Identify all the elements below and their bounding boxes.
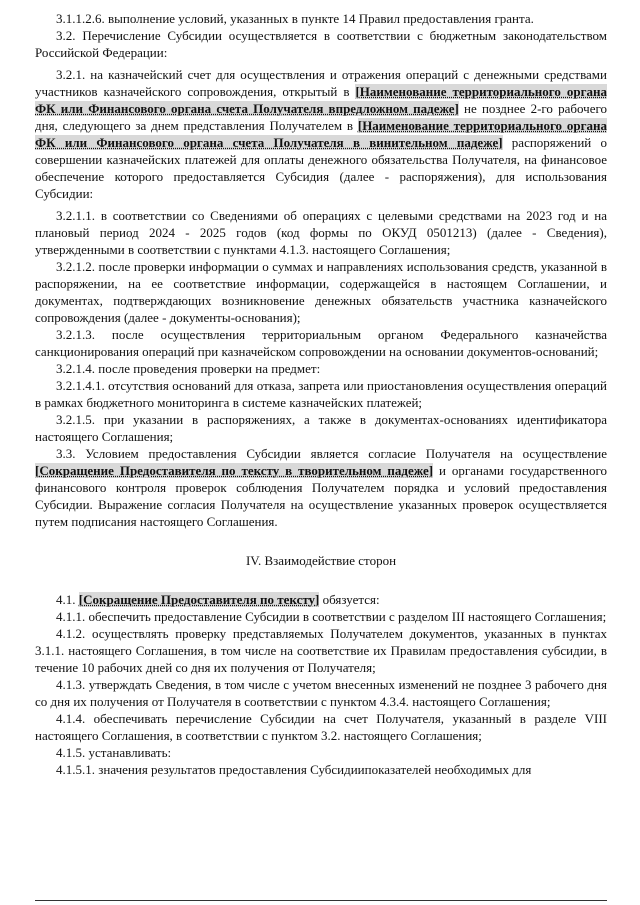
clause-text: 3.3. Условием предоставления Субсидии является согласие Получателя на осуществление: [56, 446, 607, 461]
clause-3-2-1-2: 3.2.1.2. после проверки информации о суммах и направлениях использования средств, указанной в распоряжении, на ее соответствие информации, содержащейся в настоящем Соглашении, и документах, подтверждающих возникновение денежных обязательств участника казначейского сопровождения (далее - документы-основания);: [35, 259, 607, 325]
clause-3-2-1-4-1: 3.2.1.4.1. отсутствия оснований для отказа, запрета или приостановления осуществления операций в рамках бюджетного мониторинга в системе казначейских платежей;: [35, 378, 607, 410]
template-field-provider: [Сокращение Предоставителя по тексту]: [78, 592, 320, 607]
clause-3-2-1-4: 3.2.1.4. после проведения проверки на предмет:: [56, 361, 321, 376]
clause-text: 3.2.1. на казначейский счет для осуществления и отражения операций с денежными средствами участников казначейского сопровождения, открытый в: [35, 67, 607, 99]
clause-3-2-1-5: 3.2.1.5. при указании в распоряжениях, а также в документах-основаниях идентификатора настоящего Соглашения;: [35, 412, 607, 444]
clause-4-1-1: 4.1.1. обеспечить предоставление Субсидии в соответствии с разделом III настоящего Соглашения;: [56, 609, 607, 624]
template-field-provider-instrumental: [Сокращение Предоставителя по тексту в творительном падеже]: [35, 463, 434, 478]
section-heading: IV. Взаимодействие сторон: [245, 553, 397, 568]
clause-4-1: [35, 591, 607, 608]
clause-text: не позднее 2-го рабочего дня, следующего за днем представления Получателем в: [35, 101, 607, 133]
clause-3-2-1-1: 3.2.1.1. в соответствии со Сведениями об операциях с целевыми средствами на 2023 год и на плановый период 2024 - 2025 годов (код формы по ОКУД 0501213) (далее - Сведения), утвержденными в соответствии с пунктами 4.1.3. настоящего Соглашения;: [35, 208, 607, 257]
clause-text: распоряжений о совершении казначейских платежей для оплаты денежного обязательства Получателя, на финансовое обеспечение которого предоставляется Субсидия (далее - распоряжения), для использования Субсидии:: [35, 135, 607, 201]
clause-text: обязуется:: [319, 592, 380, 607]
clause-4-1-3: 4.1.3. утверждать Сведения, в том числе с учетом внесенных изменений не позднее 3 рабочего дня со дня их получения от Получателя в соответствии с пунктом 4.3.4. настоящего Соглашения;: [35, 677, 607, 709]
clause-3-2-1-3: 3.2.1.3. после осуществления территориальным органом Федерального казначейства санкционирования операций при казначейском сопровождении на основании документов-оснований;: [35, 327, 607, 359]
clause-3-2-1: [35, 66, 607, 202]
clause-4-1-2: 4.1.2. осуществлять проверку представляемых Получателем документов, указанных в пунктах 3.1.1. настоящего Соглашения, в том числе на соответствие их Правилам предоставления субсидии, в течение 10 рабочих дней со дня их получения от Получателя;: [35, 626, 607, 675]
clause-text: и органами государственного финансового контроля проверок соблюдения Получателем порядка и условий предоставления Субсидии. Выражение согласия Получателя на осуществление указанных проверок осуществляется путем подписания настоящего Соглашения.: [35, 463, 607, 529]
clause-4-1-5: 4.1.5. устанавливать:: [56, 745, 172, 760]
clause-3-1-1-2-6: 3.1.1.2.6. выполнение условий, указанных в пункте 14 Правил предоставления гранта.: [56, 11, 534, 26]
clause-4-1-5-1: 4.1.5.1. значения результатов предоставления Субсидиипоказателей необходимых для: [56, 762, 532, 777]
clause-4-1-4: 4.1.4. обеспечивать перечисление Субсидии на счет Получателя, указанный в разделе VIII настоящего Соглашения, в соответствии с пунктом 3.2. настоящего Соглашения;: [35, 711, 607, 743]
page-bottom-rule: [35, 900, 607, 901]
document-page: [35, 10, 607, 778]
clause-3-3: [35, 445, 607, 530]
template-field-treasury-body-prepositional: [Наименование территориального органа ФК или Финансового органа счета Получателя впредложном падеже]: [35, 84, 607, 116]
clause-text: 4.1.: [56, 592, 79, 607]
template-field-treasury-body-accusative: [Наименование территориального органа ФК или Финансового органа счета Получателя в винительном падеже]: [35, 118, 607, 150]
clause-3-2: 3.2. Перечисление Субсидии осуществляется в соответствии с бюджетным законодательством Российской Федерации:: [35, 28, 607, 60]
